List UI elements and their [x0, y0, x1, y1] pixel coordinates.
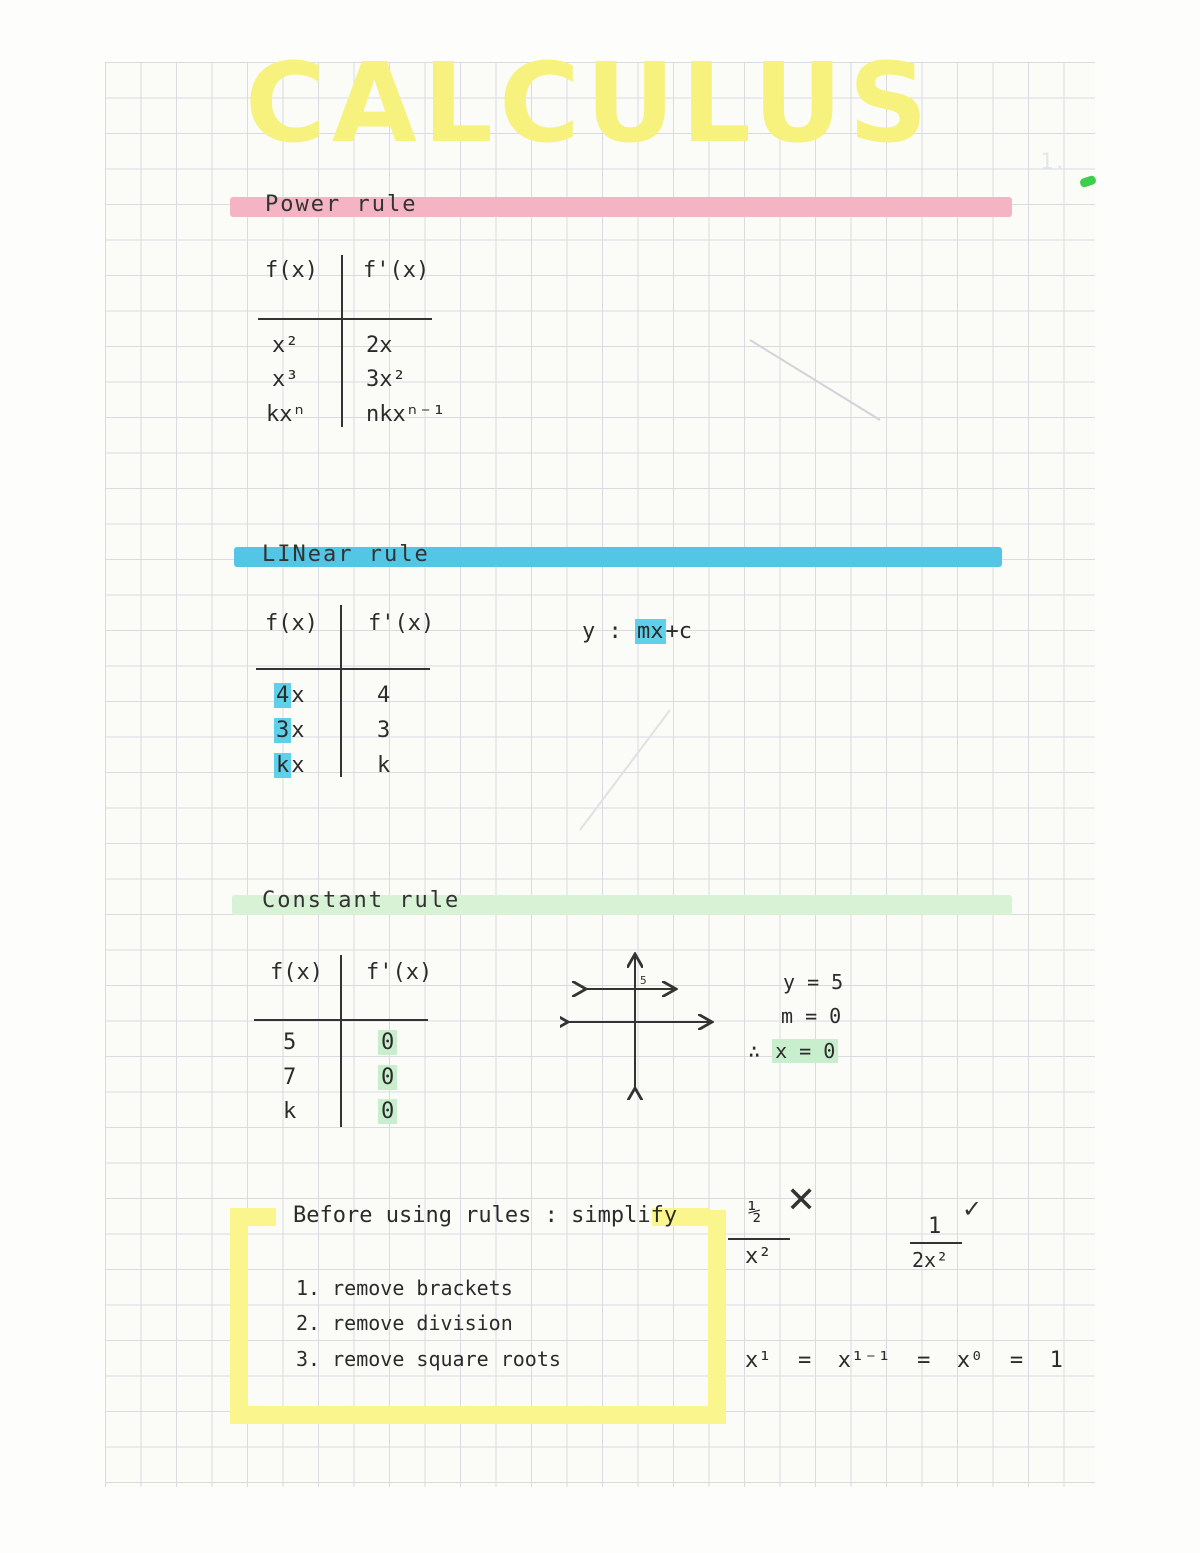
constant-row-f: 5 [283, 1030, 297, 1055]
bleed-through-line-2 [570, 700, 690, 840]
wrong-fraction-numerator: ½ [748, 1200, 762, 1225]
power-row-f: x² [272, 333, 299, 358]
constant-col-f: f(x) [270, 960, 323, 985]
simplify-heading: Before using rules : simplify [293, 1203, 678, 1228]
linear-row-f [274, 718, 305, 743]
right-fraction-denominator: 2x² [912, 1248, 949, 1272]
equation-equals: : [608, 619, 622, 644]
constant-col-fp: f'(x) [366, 960, 433, 985]
constant-function-graph [560, 950, 720, 1100]
power-col-fp: f'(x) [363, 258, 430, 283]
bleed-through-line [740, 330, 890, 430]
constant-note: m = 0 [781, 1004, 842, 1028]
equation-y: y [582, 619, 596, 644]
linear-row-fp: k [377, 753, 391, 778]
simplify-step: 2. remove division [296, 1311, 513, 1335]
check-mark-icon: ✓ [962, 1195, 983, 1223]
simplify-step: 1. remove brackets [296, 1276, 513, 1300]
linear-rule-heading: LINear rule [262, 542, 430, 567]
constant-derivative-value: 0 [378, 1099, 397, 1124]
therefore-symbol: ∴ [748, 1039, 761, 1063]
constant-row-fp [378, 1065, 397, 1090]
constant-row-fp [378, 1099, 397, 1124]
constant-table-vline [340, 955, 342, 1127]
linear-table-hline [256, 668, 430, 670]
exponent-identity: x¹ = x¹⁻¹ = x⁰ = 1 [745, 1348, 1063, 1373]
linear-row-f [274, 753, 305, 778]
constant-derivative-value: 0 [378, 1030, 397, 1055]
page-title: CALCULUS [245, 39, 934, 167]
equation-mx: mx [637, 619, 664, 644]
linear-coefficient: 3 [276, 718, 290, 743]
graph-axis-label: 5 [640, 974, 647, 987]
cross-mark-icon: ✕ [786, 1180, 817, 1221]
linear-coefficient: k [276, 753, 290, 778]
linear-variable: x [291, 753, 305, 778]
power-row-f: kxⁿ [266, 402, 306, 427]
simplify-step: 3. remove square roots [296, 1347, 561, 1371]
linear-variable: x [291, 718, 305, 743]
constant-result-value: x = 0 [772, 1039, 838, 1063]
constant-derivative-value: 0 [378, 1065, 397, 1090]
power-table-hline [258, 318, 432, 320]
power-row-fp: nkxⁿ⁻¹ [366, 402, 446, 427]
linear-col-fp: f'(x) [368, 611, 435, 636]
linear-table-vline [340, 605, 342, 777]
power-row-fp: 2x [366, 333, 393, 358]
constant-result [748, 1039, 838, 1063]
power-col-f: f(x) [265, 258, 318, 283]
power-table-vline [341, 255, 343, 427]
simplify-box-top-left [230, 1208, 276, 1226]
linear-col-f: f(x) [265, 611, 318, 636]
linear-variable: x [291, 683, 305, 708]
equation-c: +c [665, 619, 692, 644]
linear-coefficient: 4 [276, 683, 290, 708]
linear-row-f [274, 683, 305, 708]
constant-row-fp [378, 1030, 397, 1055]
wrong-fraction-denominator: x² [745, 1244, 772, 1269]
linear-row-fp: 3 [377, 718, 391, 743]
power-rule-heading: Power rule [265, 192, 418, 217]
constant-note: y = 5 [783, 970, 844, 994]
wrong-fraction-bar [728, 1238, 790, 1240]
line-equation [582, 619, 692, 644]
right-fraction-bar [910, 1242, 962, 1244]
power-row-f: x³ [272, 367, 299, 392]
power-row-fp: 3x² [366, 367, 406, 392]
constant-rule-heading: Constant rule [262, 888, 461, 913]
bleed-through-mark: 1. [1040, 150, 1067, 175]
constant-row-f: 7 [283, 1065, 297, 1090]
right-fraction-numerator: 1 [928, 1214, 942, 1239]
linear-row-fp: 4 [377, 683, 391, 708]
constant-table-hline [254, 1019, 428, 1021]
constant-row-f: k [283, 1099, 297, 1124]
